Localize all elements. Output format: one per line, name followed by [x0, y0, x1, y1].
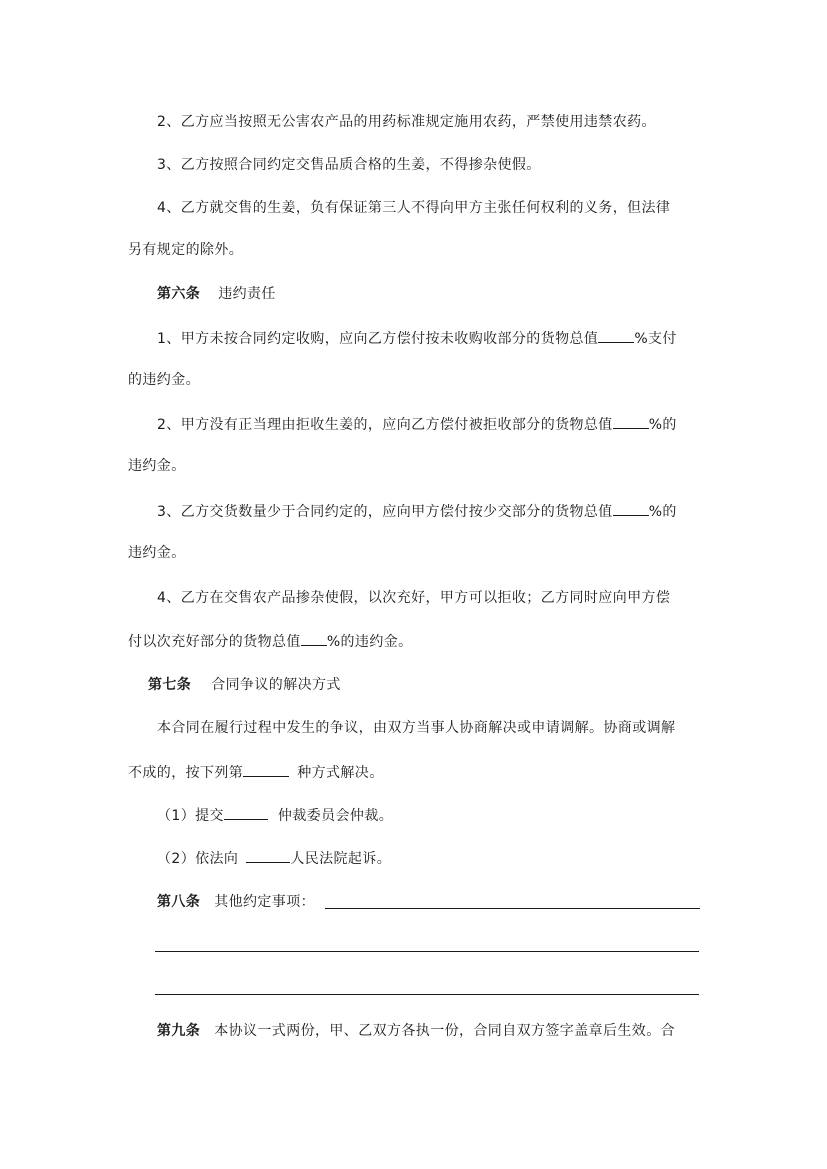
court-name-blank[interactable] [246, 848, 290, 863]
clause7-option2-suffix: 人民法院起诉。 [290, 851, 392, 867]
clause6-item2-line2: 违约金。 [128, 458, 186, 474]
clause6-item3-line2: 违约金。 [128, 545, 186, 561]
clause6-item1-line1 [157, 328, 677, 348]
clause7-option2 [157, 848, 391, 868]
clause6-item3-text: 3、乙方交货数量少于合同约定的，应向甲方偿付按少交部分的货物总值 [157, 504, 613, 520]
arbitration-committee-blank[interactable] [224, 805, 268, 820]
penalty-percent-blank-1[interactable] [598, 328, 634, 343]
clause9-label: 第九条 [157, 1023, 201, 1039]
clause8-label: 第八条 [157, 894, 201, 910]
clause6-item4-suffix: %的违约金。 [326, 634, 413, 650]
clause6-item1-suffix: %支付 [634, 331, 677, 347]
clause6-title: 违约责任 [218, 286, 276, 302]
other-terms-blank-line-2[interactable] [155, 951, 699, 952]
resolution-method-blank[interactable] [243, 762, 289, 777]
clause7-option1-suffix: 仲裁委员会仲裁。 [277, 808, 394, 824]
penalty-percent-blank-4[interactable] [301, 631, 327, 646]
clause6-heading [157, 285, 276, 303]
clause7-option1-text: （1）提交 [157, 808, 224, 824]
clause7-body-line1: 本合同在履行过程中发生的争议，由双方当事人协商解决或申请调解。协商或调解 [157, 720, 676, 736]
penalty-percent-blank-2[interactable] [613, 414, 649, 429]
clause6-item3-line1 [157, 501, 677, 521]
clause6-item4-line1: 4、乙方在交售农产品掺杂使假，以次充好，甲方可以拒收；乙方同时应向甲方偿 [157, 590, 671, 606]
clause8-heading [157, 893, 315, 911]
clause8-title: 其他约定事项： [214, 894, 316, 910]
clause6-item1-text: 1、甲方未按合同约定收购，应向乙方偿付按未收购收部分的货物总值 [157, 331, 599, 347]
clause6-item3-suffix: %的 [648, 504, 677, 520]
clause5-item3: 3、乙方按照合同约定交售品质合格的生姜，不得掺杂使假。 [157, 157, 541, 173]
clause6-item4-text: 付以次充好部分的货物总值 [128, 634, 301, 650]
clause7-body-suffix: 种方式解决。 [297, 765, 384, 781]
clause5-item4-line2: 另有规定的除外。 [128, 242, 244, 258]
other-terms-blank-line-1[interactable] [325, 908, 700, 909]
clause9-line1 [157, 1022, 675, 1040]
clause7-option1 [157, 805, 393, 825]
clause5-item4-line1: 4、乙方就交售的生姜，负有保证第三人不得向甲方主张任何权利的义务，但法律 [157, 200, 671, 216]
clause6-item2-text: 2、甲方没有正当理由拒收生姜的，应向乙方偿付被拒收部分的货物总值 [157, 417, 613, 433]
clause6-item4-line2 [128, 631, 413, 651]
clause5-item2: 2、乙方应当按照无公害农产品的用药标准规定施用农药，严禁使用违禁农药。 [157, 114, 656, 130]
clause7-title: 合同争议的解决方式 [211, 677, 341, 693]
clause6-item2-line1 [157, 414, 677, 434]
clause7-body-line2 [128, 762, 384, 782]
clause7-label: 第七条 [148, 677, 192, 693]
clause7-heading [148, 676, 341, 694]
clause7-option2-text: （2）依法向 [157, 851, 239, 867]
clause6-item2-suffix: %的 [648, 417, 677, 433]
clause7-body-text: 不成的，按下列第 [128, 765, 244, 781]
clause6-label: 第六条 [157, 286, 201, 302]
other-terms-blank-line-3[interactable] [155, 994, 699, 995]
penalty-percent-blank-3[interactable] [613, 501, 649, 516]
clause9-text: 本协议一式两份，甲、乙双方各执一份，合同自双方签字盖章后生效。合 [214, 1023, 676, 1039]
clause6-item1-line2: 的违约金。 [128, 372, 200, 388]
